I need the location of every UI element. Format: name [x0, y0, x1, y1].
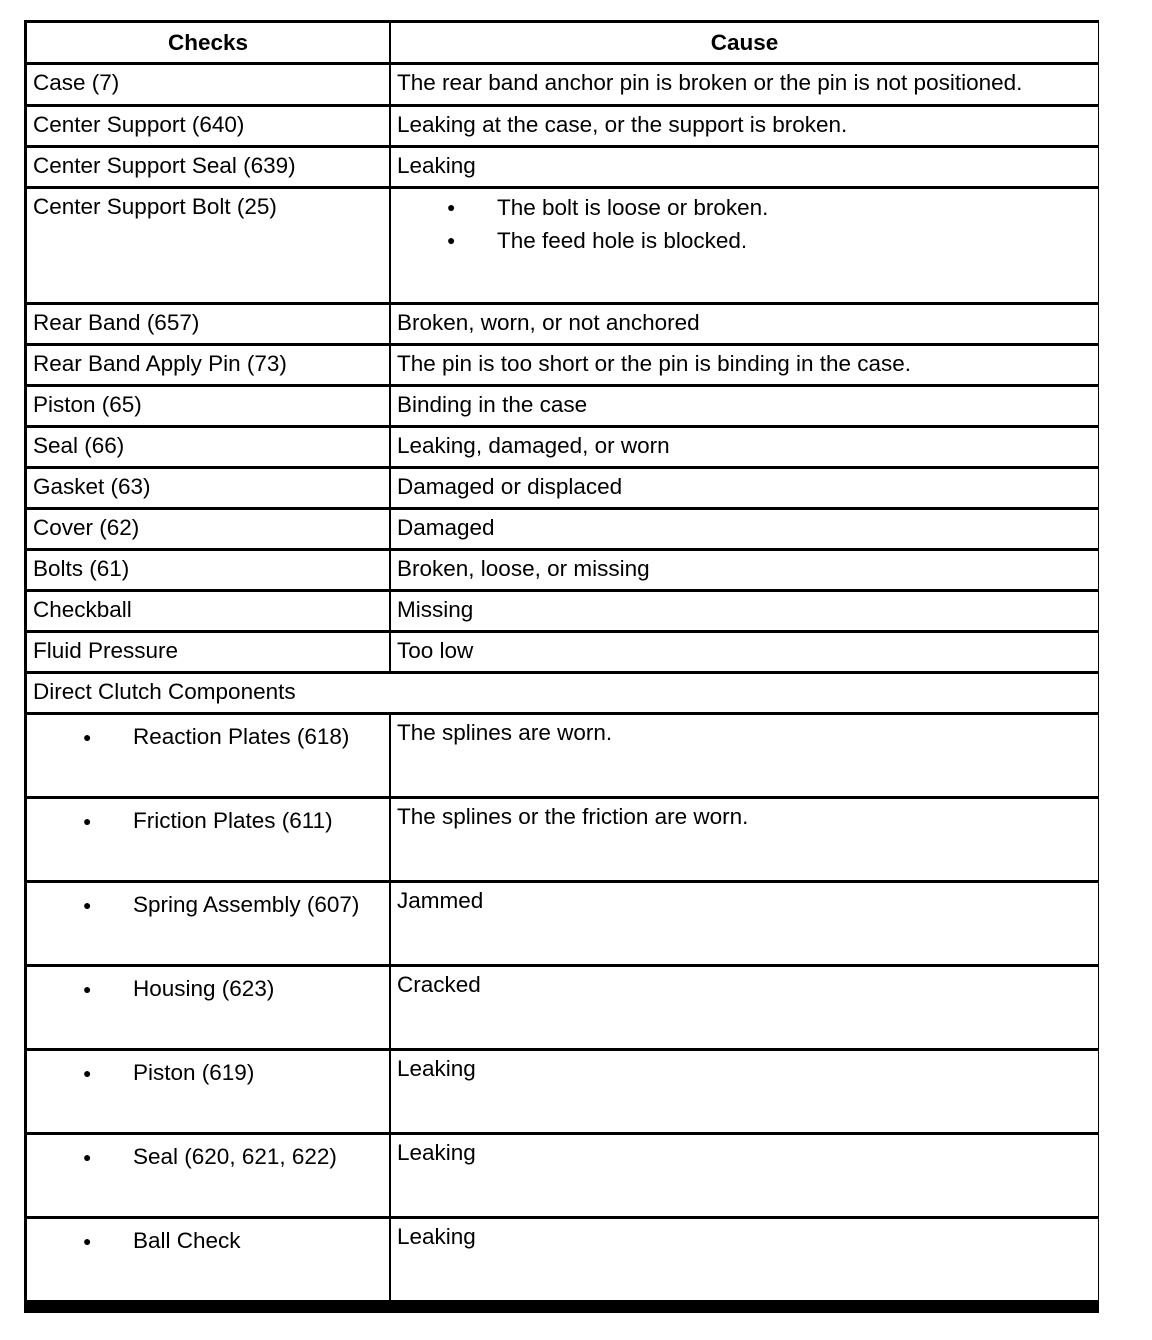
check-cell: Center Support (640)	[27, 107, 389, 145]
component-check-cell: ● Seal (620, 621, 622)	[27, 1135, 389, 1216]
cause-cell: Leaking at the case, or the support is broken.	[391, 107, 1098, 145]
check-cell: Checkball	[27, 592, 389, 630]
component-check-cell: ● Piston (619)	[27, 1051, 389, 1132]
cause-cell: The splines or the friction are worn.	[391, 799, 1098, 880]
header-cause: Cause	[391, 23, 1098, 62]
cause-cell: Broken, loose, or missing	[391, 551, 1098, 589]
section-heading: Direct Clutch Components	[27, 674, 1098, 712]
cause-cell: The pin is too short or the pin is binding in the case.	[391, 346, 1098, 384]
cause-cell: The splines are worn.	[391, 715, 1098, 796]
component-check-cell: ● Reaction Plates (618)	[27, 715, 389, 796]
cause-cell: Leaking	[391, 148, 1098, 186]
cause-cell: Cracked	[391, 967, 1098, 1048]
cause-cell-list	[391, 189, 1098, 302]
check-cell: Cover (62)	[27, 510, 389, 548]
component-check-cell: ● Housing (623)	[27, 967, 389, 1048]
check-cell: Bolts (61)	[27, 551, 389, 589]
check-cell: Center Support Bolt (25)	[27, 189, 389, 302]
check-cell: Piston (65)	[27, 387, 389, 425]
header-checks: Checks	[27, 23, 389, 62]
cause-cell: The rear band anchor pin is broken or the pin is not positioned.	[391, 65, 1098, 104]
cause-cell: Damaged or displaced	[391, 469, 1098, 507]
cause-cell: Leaking	[391, 1135, 1098, 1216]
cause-bullet-list	[397, 191, 1092, 257]
cause-cell: Jammed	[391, 883, 1098, 964]
cause-cell: Damaged	[391, 510, 1098, 548]
cause-cell: Too low	[391, 633, 1098, 671]
check-cell: Fluid Pressure	[27, 633, 389, 671]
cause-bullet-item: ● The bolt is loose or broken.	[397, 191, 1092, 224]
cause-cell: Leaking	[391, 1051, 1098, 1132]
diagnosis-table	[24, 20, 1099, 1313]
check-cell: Seal (66)	[27, 428, 389, 466]
component-check-cell: ● Friction Plates (611)	[27, 799, 389, 880]
check-cell: Center Support Seal (639)	[27, 148, 389, 186]
cause-cell: Binding in the case	[391, 387, 1098, 425]
check-cell: Case (7)	[27, 65, 389, 104]
check-cell: Rear Band (657)	[27, 305, 389, 343]
cause-bullet-item: ● The feed hole is blocked.	[397, 224, 1092, 257]
check-cell: Rear Band Apply Pin (73)	[27, 346, 389, 384]
cause-cell: Broken, worn, or not anchored	[391, 305, 1098, 343]
cause-cell: Leaking, damaged, or worn	[391, 428, 1098, 466]
component-check-cell: ● Spring Assembly (607)	[27, 883, 389, 964]
cause-cell: Leaking	[391, 1219, 1098, 1300]
cause-cell: Missing	[391, 592, 1098, 630]
check-cell: Gasket (63)	[27, 469, 389, 507]
component-check-cell: ● Ball Check	[27, 1219, 389, 1300]
